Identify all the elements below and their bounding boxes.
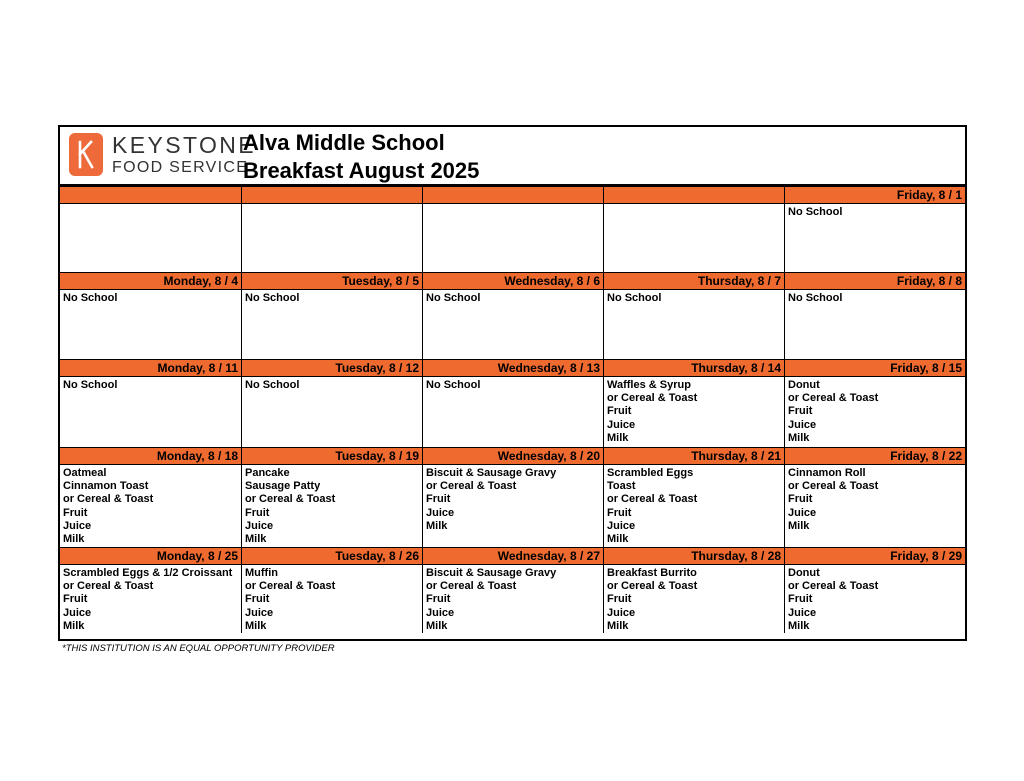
menu-item: Fruit [607,506,632,519]
menu-item: or Cereal & Toast [63,580,154,593]
day-header [60,186,241,204]
day-menu-cell [422,565,603,633]
day-header: Monday, 8 / 11 [60,359,241,377]
day-header: Thursday, 8 / 21 [603,447,784,465]
menu-item: Pancake [245,467,290,479]
day-menu-cell [241,565,422,633]
menu-item: Juice [63,519,92,532]
menu-item: Donut [788,379,820,391]
day-header: Tuesday, 8 / 26 [241,547,422,565]
day-menu-cell [60,565,241,633]
menu-item: Milk [607,533,629,546]
menu-item: No School [788,292,843,304]
menu-item: Fruit [426,493,451,506]
day-header [603,186,784,204]
day-menu-cell [60,377,241,447]
day-menu-cell [422,465,603,547]
menu-item: No School [788,206,843,218]
day-header: Monday, 8 / 4 [60,272,241,290]
menu-grid [60,186,965,633]
menu-month-title: Breakfast August 2025 [243,158,480,183]
menu-item: Fruit [63,506,88,519]
menu-item: Milk [788,431,810,444]
menu-item: Juice [426,606,455,619]
menu-item: Juice [788,606,817,619]
menu-item: Sausage Patty [245,480,321,493]
day-header: Tuesday, 8 / 12 [241,359,422,377]
menu-item: No School [607,292,662,304]
day-menu-cell [784,377,965,447]
day-header: Tuesday, 8 / 5 [241,272,422,290]
day-menu-cell [603,204,784,272]
menu-item: Milk [245,533,267,546]
menu-item: Juice [245,519,274,532]
day-menu-cell [241,377,422,447]
day-header: Friday, 8 / 22 [784,447,965,465]
day-menu-cell [603,565,784,633]
day-menu-cell [60,290,241,359]
day-menu-cell [784,465,965,547]
menu-item: or Cereal & Toast [426,480,517,493]
day-menu-cell [603,290,784,359]
day-menu-cell [422,290,603,359]
menu-item: Toast [607,480,636,493]
day-menu-cell [241,290,422,359]
menu-item: or Cereal & Toast [426,580,517,593]
menu-item: Juice [788,506,817,519]
school-name-title: Alva Middle School [243,130,445,155]
menu-item: Milk [607,619,629,632]
menu-item: Scrambled Eggs & 1/2 Croissant [63,567,233,579]
day-menu-cell [603,377,784,447]
day-header: Friday, 8 / 29 [784,547,965,565]
day-header: Wednesday, 8 / 20 [422,447,603,465]
menu-item: Breakfast Burrito [607,567,697,579]
menu-item: Waffles & Syrup [607,379,691,391]
menu-item: Juice [607,519,636,532]
day-menu-cell [422,377,603,447]
day-header [241,186,422,204]
menu-item: Biscuit & Sausage Gravy [426,467,557,479]
menu-item: Milk [607,431,629,444]
menu-item: Juice [607,418,636,431]
menu-item: Fruit [63,593,88,606]
menu-item: Oatmeal [63,467,107,479]
menu-item: Cinnamon Toast [63,480,149,493]
menu-item: Milk [426,619,448,632]
menu-item: Fruit [426,593,451,606]
menu-item: Fruit [788,593,813,606]
day-header: Wednesday, 8 / 6 [422,272,603,290]
menu-item: No School [426,292,481,304]
day-menu-cell [60,465,241,547]
day-header: Tuesday, 8 / 19 [241,447,422,465]
logo-text-food-service: FOOD SERVICE [112,159,249,176]
menu-item: Fruit [788,405,813,418]
day-header [422,186,603,204]
menu-item: or Cereal & Toast [788,480,879,493]
menu-item: or Cereal & Toast [607,392,698,405]
day-menu-cell [241,204,422,272]
logo-text-keystone: KEYSTONE [112,132,257,158]
menu-header [60,127,965,186]
day-header: Thursday, 8 / 14 [603,359,784,377]
menu-item: or Cereal & Toast [788,580,879,593]
keystone-logo-icon [69,133,103,176]
day-menu-cell [603,465,784,547]
menu-item: Milk [788,619,810,632]
menu-item: Fruit [788,493,813,506]
menu-item: No School [245,379,300,391]
menu-item: Fruit [607,593,632,606]
footnote: *THIS INSTITUTION IS AN EQUAL OPPORTUNITY PROVIDER [62,643,335,654]
menu-item: Juice [63,606,92,619]
menu-item: Donut [788,567,820,579]
menu-item: or Cereal & Toast [607,580,698,593]
day-header: Thursday, 8 / 28 [603,547,784,565]
menu-item: Fruit [245,506,270,519]
menu-item: or Cereal & Toast [63,493,154,506]
menu-item: Biscuit & Sausage Gravy [426,567,557,579]
day-menu-cell [784,290,965,359]
day-menu-cell [422,204,603,272]
menu-item: Juice [788,418,817,431]
day-header: Friday, 8 / 8 [784,272,965,290]
menu-item: No School [63,292,118,304]
day-menu-cell [60,204,241,272]
menu-item: Milk [63,533,85,546]
menu-item: Milk [426,519,448,532]
menu-item: or Cereal & Toast [788,392,879,405]
menu-item: No School [245,292,300,304]
day-menu-cell [241,465,422,547]
day-header: Friday, 8 / 15 [784,359,965,377]
menu-item: Juice [426,506,455,519]
day-header: Monday, 8 / 18 [60,447,241,465]
day-menu-cell [784,204,965,272]
menu-item: Cinnamon Roll [788,467,866,479]
menu-item: Juice [245,606,274,619]
menu-item: Juice [607,606,636,619]
menu-item: No School [426,379,481,391]
menu-item: or Cereal & Toast [245,493,336,506]
day-header: Monday, 8 / 25 [60,547,241,565]
menu-item: Milk [245,619,267,632]
menu-item: Milk [788,519,810,532]
day-header: Wednesday, 8 / 27 [422,547,603,565]
menu-item: or Cereal & Toast [607,493,698,506]
menu-item: Scrambled Eggs [607,467,694,479]
menu-item: Milk [63,619,85,632]
breakfast-menu-calendar [58,125,967,641]
day-menu-cell [784,565,965,633]
menu-item: No School [63,379,118,391]
day-header: Friday, 8 / 1 [784,186,965,204]
menu-item: Fruit [245,593,270,606]
day-header: Wednesday, 8 / 13 [422,359,603,377]
menu-item: Fruit [607,405,632,418]
menu-item: or Cereal & Toast [245,580,336,593]
day-header: Thursday, 8 / 7 [603,272,784,290]
menu-item: Muffin [245,567,278,579]
